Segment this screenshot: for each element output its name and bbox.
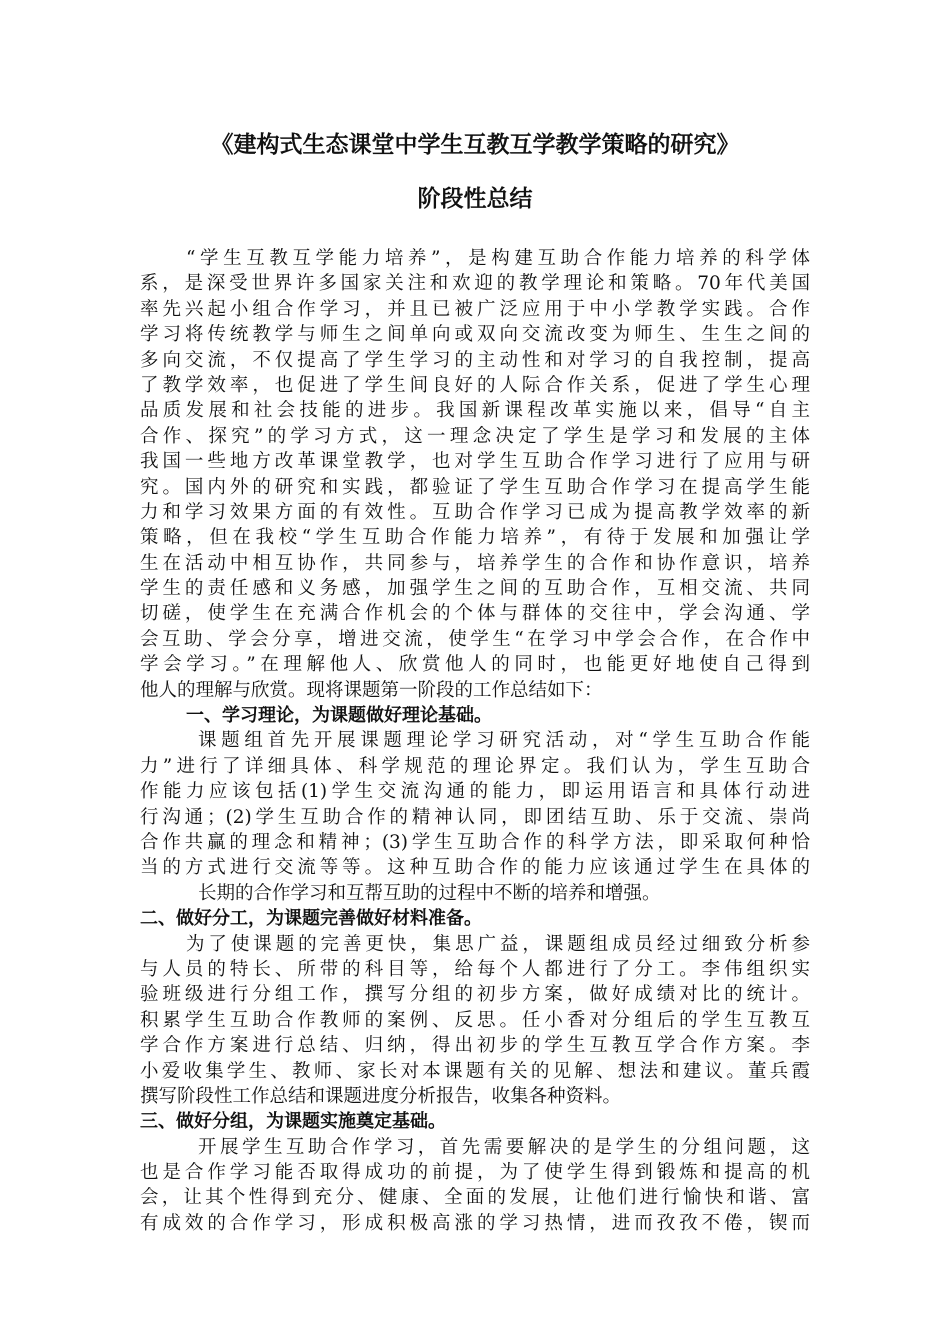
document-body: [140, 246, 810, 1236]
body-line: 行沟通；(2)学生互助合作的精神认同，即团结互助、乐于交流、崇尚: [140, 806, 810, 828]
body-line: 作能力应该包括(1)学生交流沟通的能力，即运用语言和具体行动进: [140, 781, 810, 803]
body-line: 也是合作学习能否取得成功的前提，为了使学生得到锻炼和提高的机: [140, 1162, 810, 1184]
body-line: 当的方式进行交流等等。这种互助合作的能力应该通过学生在具体的: [140, 857, 810, 879]
document-subtitle: 阶段性总结: [417, 186, 533, 212]
body-line: 力和学习效果方面的有效性。互助合作学习已成为提高教学效率的新: [140, 501, 810, 523]
body-line: 品质发展和社会技能的进步。我国新课程改革实施以来，倡导“自主: [140, 400, 810, 422]
body-line: 学合作方案进行总结、归纳，得出初步的学生互教互学合作方案。李: [140, 1035, 810, 1057]
body-line: 他人的理解与欣赏。现将课题第一阶段的工作总结如下：: [140, 679, 603, 701]
body-line: 学会学习。”在理解他人、欣赏他人的同时，也能更好地使自己得到: [140, 654, 810, 676]
section-heading: 三、做好分组，为课题实施奠定基础。: [140, 1111, 446, 1133]
body-line: 率先兴起小组合作学习，并且已被广泛应用于中小学教学实践。合作: [140, 298, 810, 320]
body-line: 与人员的特长、所带的科目等，给每个人都进行了分工。李伟组织实: [140, 958, 810, 980]
body-line: 策略，但在我校“学生互助合作能力培养”，有待于发展和加强让学: [140, 527, 810, 549]
body-line: 有成效的合作学习，形成积极高涨的学习热情，进而孜孜不倦，锲而: [140, 1212, 810, 1234]
body-line: “学生互教互学能力培养”，是构建互助合作能力培养的科学体: [186, 248, 810, 269]
body-line: 究。国内外的研究和实践，都验证了学生互助合作学习在提高学生能: [140, 476, 810, 498]
body-line: 系，是深受世界许多国家关注和欢迎的教学理论和策略。70年代美国: [140, 273, 810, 295]
body-line: 合作共赢的理念和精神；(3)学生互助合作的科学方法，即采取何种恰: [140, 831, 810, 853]
body-line: 小爱收集学生、教师、家长对本课题有关的见解、想法和建议。董兵霞: [140, 1060, 810, 1082]
body-line: 积累学生互助合作教师的案例、反思。任小香对分组后的学生互教互: [140, 1009, 810, 1031]
body-line: 生在活动中相互协作，共同参与，培养学生的合作和协作意识，培养: [140, 552, 810, 574]
body-line: 为了使课题的完善更快，集思广益，课题组成员经过细致分析参: [186, 933, 810, 955]
body-line: 合作、探究”的学习方式，这一理念决定了学生是学习和发展的主体: [140, 425, 810, 447]
body-line: 验班级进行分组工作，撰写分组的初步方案，做好成绩对比的统计。: [140, 984, 810, 1006]
body-line: 会，让其个性得到充分、健康、全面的发展，让他们进行愉快和谐、富: [140, 1187, 810, 1209]
section-heading: 二、做好分工，为课题完善做好材料准备。: [140, 908, 482, 930]
body-line: 多向交流，不仅提高了学生学习的主动性和对学习的自我控制，提高: [140, 349, 810, 371]
body-line: 长期的合作学习和互帮互助的过程中不断的培养和增强。: [198, 882, 661, 904]
body-line: 学生的责任感和义务感，加强学生之间的互助合作，互相交流、共同: [140, 578, 810, 600]
body-line: 切磋，使学生在充满合作机会的个体与群体的交往中，学会沟通、学: [140, 603, 810, 625]
body-line: 课题组首先开展课题理论学习研究活动，对“学生互助合作能: [198, 730, 810, 752]
document-title: 《建构式生态课堂中学生互教互学教学策略的研究》: [210, 132, 740, 158]
body-line: 会互助、学会分享，增进交流，使学生“在学习中学会合作，在合作中: [140, 628, 810, 650]
body-line: 学习将传统教学与师生之间单向或双向交流改变为师生、生生之间的: [140, 324, 810, 346]
body-line: 力”进行了详细具体、科学规范的理论界定。我们认为，学生互助合: [140, 755, 810, 777]
body-line: 撰写阶段性工作总结和课题进度分析报告，收集各种资料。: [140, 1085, 622, 1107]
section-heading: 一、学习理论，为课题做好理论基础。: [186, 705, 492, 727]
body-line: 开展学生互助合作学习，首先需要解决的是学生的分组问题，这: [198, 1136, 810, 1158]
body-line: 我国一些地方改革课堂教学，也对学生互助合作学习进行了应用与研: [140, 451, 810, 473]
body-line: 了教学效率，也促进了学生间良好的人际合作关系，促进了学生心理: [140, 374, 810, 396]
